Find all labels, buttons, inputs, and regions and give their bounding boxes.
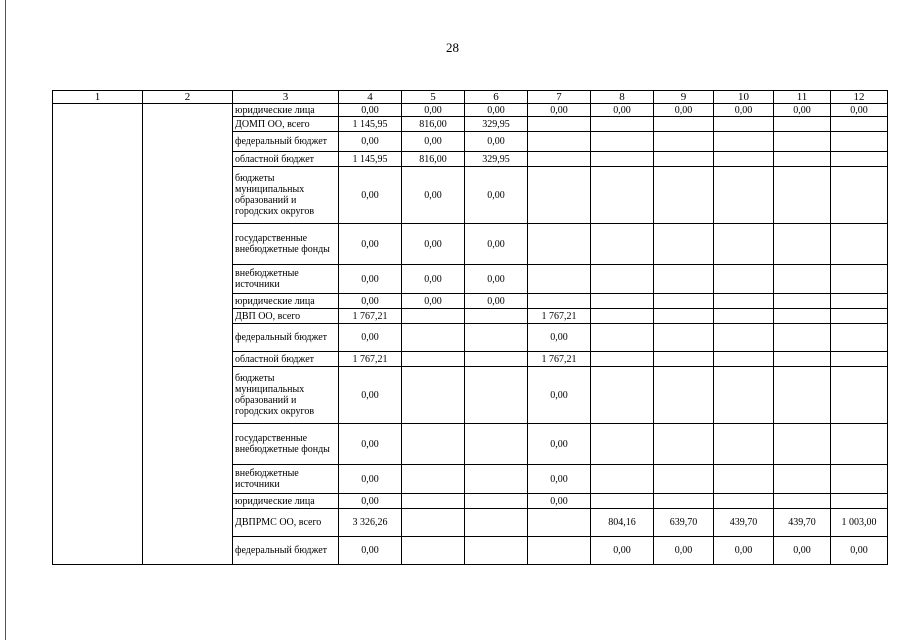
value-cell [831, 494, 888, 509]
value-cell: 1 767,21 [339, 309, 402, 324]
value-cell [774, 465, 831, 494]
row-label: юридические лица [233, 294, 339, 309]
value-cell [831, 132, 888, 152]
value-cell: 0,00 [654, 104, 714, 117]
value-cell [591, 424, 654, 465]
row-label: бюджеты муниципальных образований и городских округов [233, 367, 339, 424]
value-cell [465, 494, 528, 509]
value-cell: 0,00 [591, 537, 654, 565]
value-cell: 439,70 [774, 509, 831, 537]
value-cell: 0,00 [714, 537, 774, 565]
column-header: 7 [528, 91, 591, 104]
value-cell: 3 326,26 [339, 509, 402, 537]
value-cell: 1 003,00 [831, 509, 888, 537]
value-cell: 1 145,95 [339, 117, 402, 132]
column-header: 1 [53, 91, 143, 104]
value-cell [831, 465, 888, 494]
value-cell: 0,00 [774, 537, 831, 565]
col-1-cell [53, 104, 143, 565]
value-cell: 0,00 [402, 224, 465, 265]
value-cell: 0,00 [402, 132, 465, 152]
value-cell: 0,00 [339, 132, 402, 152]
value-cell [774, 424, 831, 465]
value-cell: 0,00 [774, 104, 831, 117]
column-header: 2 [143, 91, 233, 104]
value-cell: 0,00 [402, 294, 465, 309]
value-cell [774, 167, 831, 224]
value-cell [714, 424, 774, 465]
value-cell: 0,00 [402, 167, 465, 224]
value-cell: 0,00 [465, 265, 528, 294]
value-cell [591, 167, 654, 224]
value-cell: 0,00 [339, 265, 402, 294]
value-cell: 0,00 [339, 167, 402, 224]
value-cell: 816,00 [402, 117, 465, 132]
row-label: внебюджетные источники [233, 265, 339, 294]
value-cell: 329,95 [465, 117, 528, 132]
row-label: областной бюджет [233, 352, 339, 367]
value-cell [831, 265, 888, 294]
value-cell: 0,00 [831, 104, 888, 117]
value-cell [591, 265, 654, 294]
value-cell [591, 367, 654, 424]
value-cell: 0,00 [591, 104, 654, 117]
value-cell [654, 224, 714, 265]
row-label: государственные внебюджетные фонды [233, 224, 339, 265]
value-cell: 0,00 [465, 224, 528, 265]
value-cell: 0,00 [528, 424, 591, 465]
value-cell [831, 309, 888, 324]
row-label: бюджеты муниципальных образований и городских округов [233, 167, 339, 224]
value-cell [402, 367, 465, 424]
value-cell [831, 294, 888, 309]
column-header: 9 [654, 91, 714, 104]
value-cell [528, 132, 591, 152]
value-cell: 0,00 [339, 104, 402, 117]
value-cell [654, 265, 714, 294]
value-cell [465, 352, 528, 367]
value-cell [654, 309, 714, 324]
value-cell [774, 224, 831, 265]
row-label: федеральный бюджет [233, 132, 339, 152]
value-cell [591, 494, 654, 509]
header-row [53, 91, 888, 104]
page-edge-line [5, 0, 6, 640]
value-cell [774, 294, 831, 309]
column-header: 12 [831, 91, 888, 104]
value-cell [654, 465, 714, 494]
value-cell [774, 152, 831, 167]
value-cell [714, 309, 774, 324]
value-cell [591, 132, 654, 152]
value-cell [465, 537, 528, 565]
column-header: 6 [465, 91, 528, 104]
value-cell: 0,00 [654, 537, 714, 565]
row-label: ДОМП ОО, всего [233, 117, 339, 132]
value-cell [654, 117, 714, 132]
row-label: федеральный бюджет [233, 537, 339, 565]
value-cell [528, 537, 591, 565]
value-cell [714, 117, 774, 132]
row-label: государственные внебюджетные фонды [233, 424, 339, 465]
value-cell [465, 509, 528, 537]
value-cell: 329,95 [465, 152, 528, 167]
value-cell: 0,00 [465, 104, 528, 117]
value-cell [831, 324, 888, 352]
column-header: 8 [591, 91, 654, 104]
value-cell [774, 367, 831, 424]
value-cell [402, 352, 465, 367]
value-cell [528, 265, 591, 294]
value-cell [714, 167, 774, 224]
budget-table [52, 90, 888, 565]
value-cell [465, 424, 528, 465]
value-cell [714, 324, 774, 352]
column-header: 11 [774, 91, 831, 104]
value-cell [654, 494, 714, 509]
row-label: областной бюджет [233, 152, 339, 167]
value-cell [714, 294, 774, 309]
value-cell [714, 132, 774, 152]
row-label: юридические лица [233, 104, 339, 117]
value-cell: 0,00 [339, 224, 402, 265]
value-cell [831, 117, 888, 132]
value-cell: 0,00 [339, 367, 402, 424]
value-cell [831, 367, 888, 424]
value-cell: 0,00 [402, 104, 465, 117]
value-cell: 804,16 [591, 509, 654, 537]
value-cell [714, 265, 774, 294]
value-cell [831, 424, 888, 465]
column-header: 4 [339, 91, 402, 104]
value-cell [591, 309, 654, 324]
value-cell [774, 309, 831, 324]
value-cell: 0,00 [339, 465, 402, 494]
value-cell: 0,00 [339, 424, 402, 465]
value-cell: 0,00 [465, 167, 528, 224]
value-cell [774, 117, 831, 132]
value-cell [402, 324, 465, 352]
value-cell [831, 224, 888, 265]
column-header: 3 [233, 91, 339, 104]
value-cell: 0,00 [528, 367, 591, 424]
value-cell [774, 494, 831, 509]
value-cell [402, 309, 465, 324]
row-label: ДВПРМС ОО, всего [233, 509, 339, 537]
col-2-cell [143, 104, 233, 565]
value-cell [591, 294, 654, 309]
value-cell [528, 294, 591, 309]
value-cell: 0,00 [339, 294, 402, 309]
row-label: федеральный бюджет [233, 324, 339, 352]
value-cell: 0,00 [465, 294, 528, 309]
value-cell: 1 767,21 [528, 309, 591, 324]
value-cell [465, 465, 528, 494]
value-cell [654, 367, 714, 424]
value-cell [654, 132, 714, 152]
value-cell: 0,00 [831, 537, 888, 565]
value-cell [591, 352, 654, 367]
value-cell [654, 294, 714, 309]
value-cell: 0,00 [339, 494, 402, 509]
value-cell: 0,00 [528, 104, 591, 117]
value-cell [654, 167, 714, 224]
value-cell: 439,70 [714, 509, 774, 537]
value-cell: 0,00 [465, 132, 528, 152]
value-cell [831, 152, 888, 167]
value-cell [528, 509, 591, 537]
value-cell: 0,00 [339, 324, 402, 352]
value-cell [402, 465, 465, 494]
value-cell [591, 152, 654, 167]
value-cell [774, 132, 831, 152]
value-cell [528, 117, 591, 132]
value-cell: 1 767,21 [528, 352, 591, 367]
value-cell: 816,00 [402, 152, 465, 167]
value-cell: 0,00 [339, 537, 402, 565]
value-cell: 0,00 [402, 265, 465, 294]
value-cell [465, 309, 528, 324]
value-cell: 0,00 [528, 465, 591, 494]
value-cell [402, 424, 465, 465]
value-cell [528, 167, 591, 224]
row-label: ДВП ОО, всего [233, 309, 339, 324]
value-cell [654, 424, 714, 465]
value-cell: 0,00 [528, 494, 591, 509]
value-cell [528, 152, 591, 167]
value-cell [654, 152, 714, 167]
value-cell [591, 117, 654, 132]
value-cell: 1 767,21 [339, 352, 402, 367]
value-cell [591, 324, 654, 352]
value-cell [831, 352, 888, 367]
value-cell [714, 224, 774, 265]
value-cell [465, 324, 528, 352]
page-number: 28 [446, 40, 459, 55]
value-cell [831, 167, 888, 224]
value-cell [465, 367, 528, 424]
value-cell: 1 145,95 [339, 152, 402, 167]
value-cell [714, 494, 774, 509]
value-cell [591, 224, 654, 265]
value-cell [654, 352, 714, 367]
column-header: 10 [714, 91, 774, 104]
value-cell [402, 537, 465, 565]
value-cell [774, 265, 831, 294]
value-cell [402, 509, 465, 537]
value-cell [714, 352, 774, 367]
value-cell [714, 465, 774, 494]
value-cell [714, 152, 774, 167]
value-cell [591, 465, 654, 494]
value-cell [654, 324, 714, 352]
value-cell [774, 352, 831, 367]
column-header: 5 [402, 91, 465, 104]
table-row [53, 104, 888, 117]
value-cell: 0,00 [528, 324, 591, 352]
value-cell: 0,00 [714, 104, 774, 117]
row-label: юридические лица [233, 494, 339, 509]
value-cell [774, 324, 831, 352]
value-cell: 639,70 [654, 509, 714, 537]
row-label: внебюджетные источники [233, 465, 339, 494]
value-cell [528, 224, 591, 265]
value-cell [402, 494, 465, 509]
value-cell [714, 367, 774, 424]
